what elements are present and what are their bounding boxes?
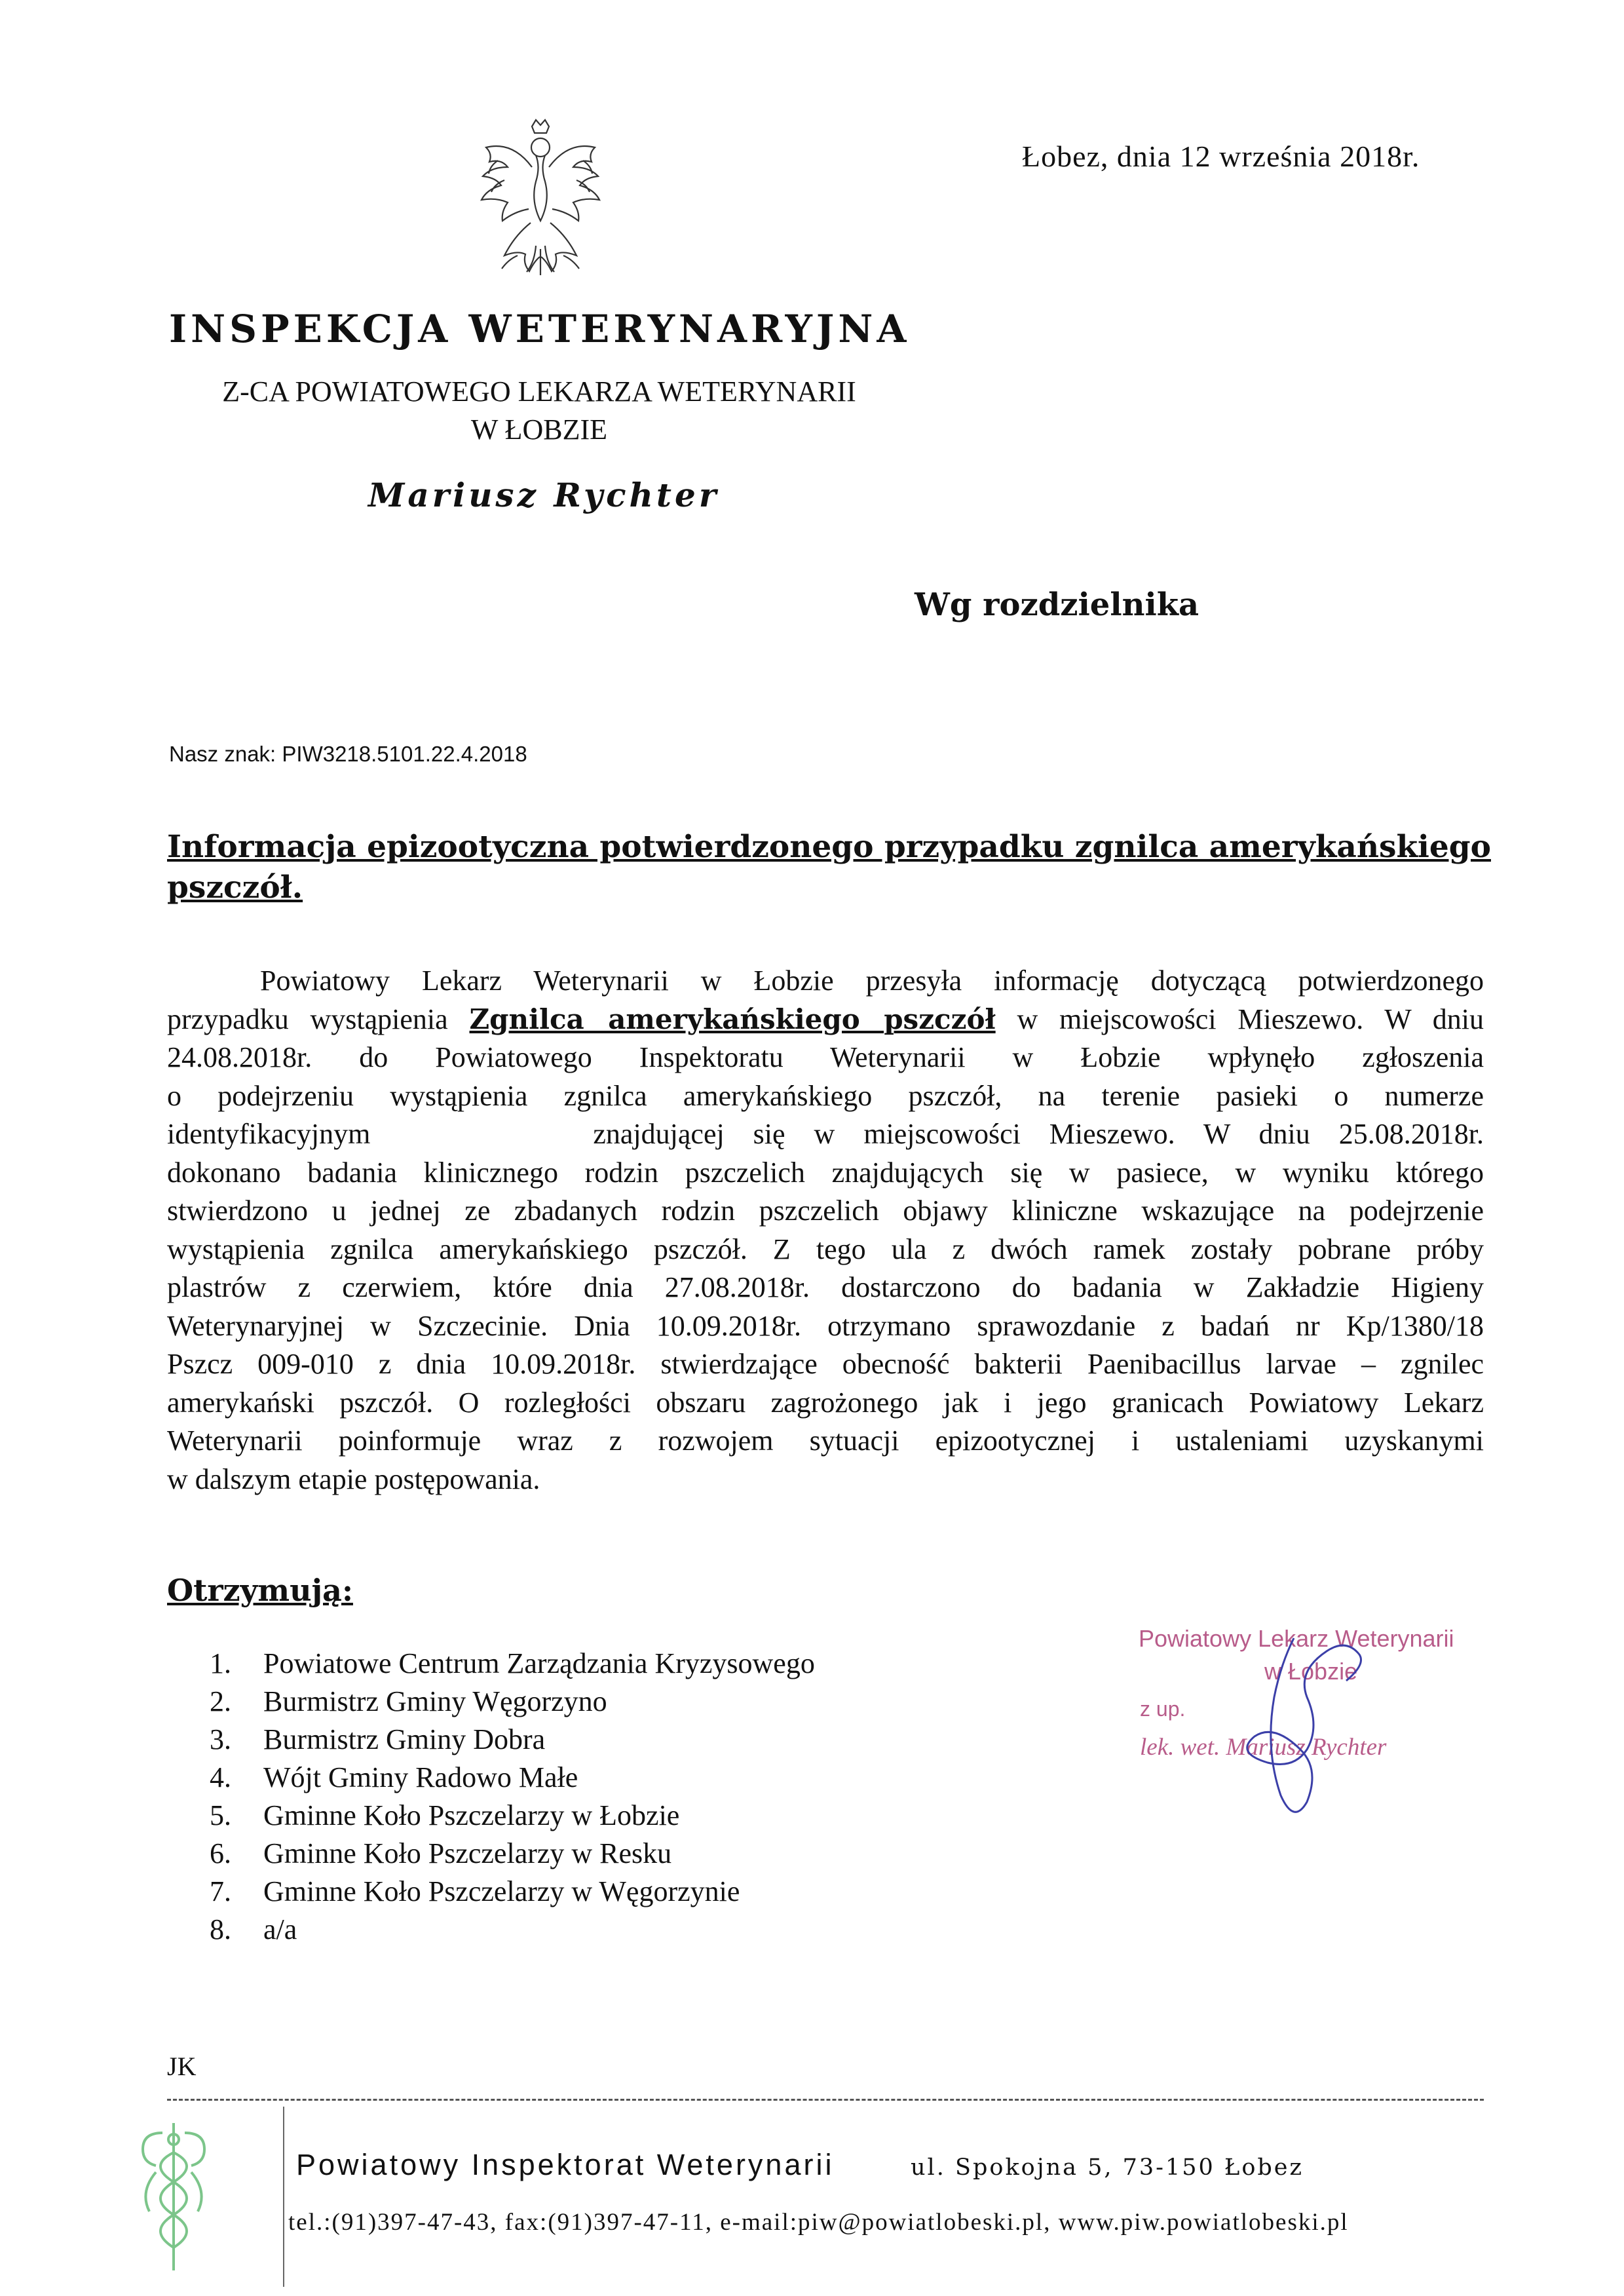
list-text: Burmistrz Gminy Dobra xyxy=(263,1723,546,1755)
stamp-city: w Łobzie xyxy=(1264,1658,1358,1685)
footer-divider-line xyxy=(167,2099,1484,2101)
list-number: 7. xyxy=(210,1875,231,1907)
list-number: 5. xyxy=(210,1799,231,1831)
list-number: 1. xyxy=(210,1647,231,1679)
stamp-title: Powiatowy Lekarz Weterynarii xyxy=(1139,1625,1454,1652)
list-item xyxy=(210,1797,815,1835)
body-line: Weterynarii poinformuje wraz z rozwojem sytuacji epizootycznej i ustaleniami uzyskanymi xyxy=(167,1425,1484,1457)
body-text: przypadku wystąpienia xyxy=(167,1003,448,1035)
list-text: Gminne Koło Pszczelarzy w Węgorzynie xyxy=(263,1875,740,1907)
list-item xyxy=(210,1835,815,1873)
reference-number: Nasz znak: PIW3218.5101.22.4.2018 xyxy=(169,742,527,766)
body-line: dokonano badania klinicznego rodzin pszczelich znajdujących się w pasiece, w wyniku którego xyxy=(167,1156,1484,1189)
footer-vertical-divider xyxy=(283,2107,284,2287)
recipients-heading: Otrzymują: xyxy=(167,1573,353,1608)
list-text: Wójt Gminy Radowo Małe xyxy=(263,1761,578,1793)
caduceus-icon xyxy=(117,2113,231,2277)
body-line: plastrów z czerwiem, które dnia 27.08.2018r. dostarczono do badania w Zakładzie Higieny xyxy=(167,1271,1484,1303)
list-item xyxy=(210,1721,815,1759)
body-line: stwierdzono u jednej ze zbadanych rodzin pszczelich objawy kliniczne wskazujące na podejrzenie xyxy=(167,1195,1484,1227)
body-line: Weterynaryjnej w Szczecinie. Dnia 10.09.2018r. otrzymano sprawozdanie z badań nr Kp/1380/18 xyxy=(167,1309,1484,1342)
list-text: Gminne Koło Pszczelarzy w Resku xyxy=(263,1837,672,1869)
list-number: 3. xyxy=(210,1723,231,1755)
list-item xyxy=(210,1683,815,1721)
footer-address: ul. Spokojna 5, 73-150 Łobez xyxy=(911,2154,1304,2181)
body-text: identyfikacyjnym xyxy=(167,1118,371,1150)
letter-subject: Informacja epizootyczna potwierdzonego przypadku zgnilca amerykańskiego pszczół. xyxy=(167,829,1491,906)
body-text: w miejscowości Mieszewo. W dniu xyxy=(1017,1003,1484,1035)
list-number: 2. xyxy=(210,1685,231,1717)
body-line xyxy=(167,1115,1484,1154)
body-text: znajdującej się w miejscowości Mieszewo. W dniu 25.08.2018r. xyxy=(593,1118,1484,1150)
body-line: Powiatowy Lekarz Weterynarii w Łobzie przesyła informację dotyczącą potwierdzonego xyxy=(260,965,1484,997)
list-item xyxy=(210,1873,815,1911)
body-line: wystąpienia zgnilca amerykańskiego pszczół. Z tego ula z dwóch ramek zostały pobrane próby xyxy=(167,1233,1484,1265)
recipient-header: Wg rozdzielnika xyxy=(915,586,1199,623)
body-line: amerykański pszczół. O rozległości obszaru zagrożonego jak i jego granicach Powiatowy Lekarz xyxy=(167,1386,1484,1419)
body-line: w dalszym etapie postępowania. xyxy=(167,1463,540,1495)
institution-name: INSPEKCJA WETERYNARYJNA xyxy=(169,307,911,351)
official-stamp xyxy=(1133,1618,1539,1867)
deputy-city: W ŁOBZIE xyxy=(470,413,608,446)
list-number: 4. xyxy=(210,1761,231,1793)
stamp-authority: z up. xyxy=(1140,1697,1186,1721)
list-item xyxy=(210,1759,815,1797)
body-line: 24.08.2018r. do Powiatowego Inspektoratu Weterynarii w Łobzie wpłynęło zgłoszenia xyxy=(167,1041,1484,1073)
list-text: Burmistrz Gminy Węgorzyno xyxy=(263,1685,607,1717)
white-eagle-emblem-icon xyxy=(459,115,622,285)
disease-name: Zgnilca amerykańskiego pszczół xyxy=(469,1003,996,1035)
body-line xyxy=(167,1001,1484,1039)
list-text: a/a xyxy=(263,1913,297,1945)
list-number: 6. xyxy=(210,1837,231,1869)
footer-institution-name: Powiatowy Inspektorat Weterynarii xyxy=(296,2148,835,2181)
body-line: o podejrzeniu wystąpienia zgnilca amerykańskiego pszczół, na terenie pasieki o numerze xyxy=(167,1079,1484,1112)
body-line: Pszcz 009-010 z dnia 10.09.2018r. stwierdzające obecność bakterii Paenibacillus larvae – zgnilec xyxy=(167,1348,1484,1380)
signer-name: Mariusz Rychter xyxy=(368,476,720,514)
handwritten-signature-icon xyxy=(1133,1618,1539,1867)
list-text: Powiatowe Centrum Zarządzania Kryzysowego xyxy=(263,1647,815,1679)
stamp-signer: lek. wet. Mariusz Rychter xyxy=(1140,1734,1387,1761)
list-item xyxy=(210,1645,815,1683)
place-and-date: Łobez, dnia 12 września 2018r. xyxy=(1022,140,1420,173)
list-text: Gminne Koło Pszczelarzy w Łobzie xyxy=(263,1799,680,1831)
deputy-title: Z-CA POWIATOWEGO LEKARZA WETERYNARII xyxy=(222,375,856,408)
list-item xyxy=(210,1911,815,1949)
list-number: 8. xyxy=(210,1913,231,1945)
author-initials: JK xyxy=(167,2052,197,2081)
footer-contact: tel.:(91)397-47-43, fax:(91)397-47-11, e-mail:piw@powiatlobeski.pl, www.piw.powiatlobeski.pl xyxy=(288,2209,1349,2236)
recipients-list xyxy=(210,1645,815,1949)
letter-body xyxy=(167,962,1484,1499)
